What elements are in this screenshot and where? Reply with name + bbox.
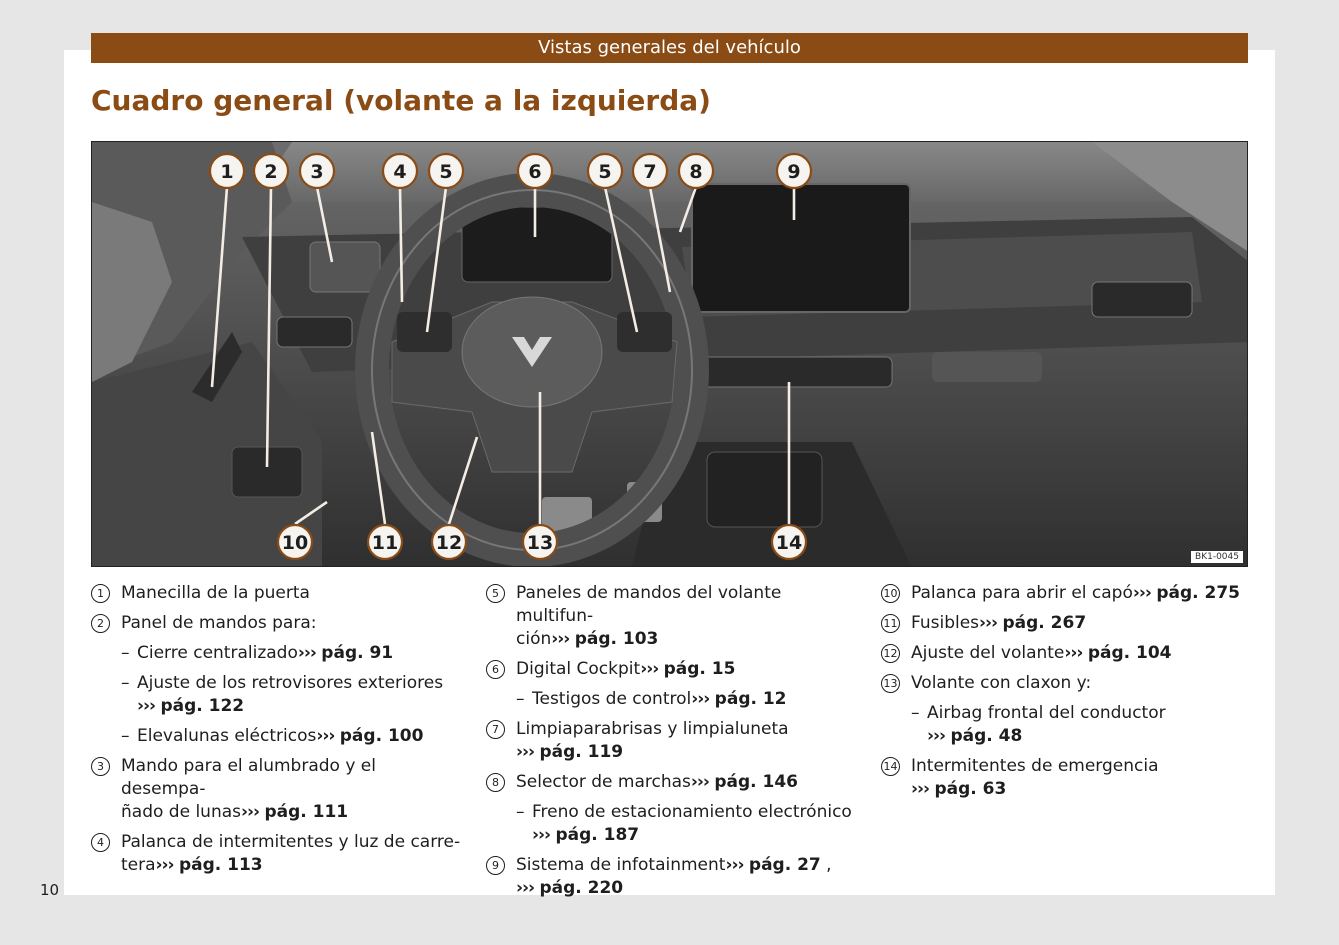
item-number: 13 <box>881 674 900 693</box>
callout-1 <box>210 154 244 188</box>
callout-7 <box>633 154 667 188</box>
page-reference-link[interactable]: pág. 119 <box>539 742 624 762</box>
legend-item-1: 1 Manecilla de la puerta <box>91 582 461 605</box>
page-reference-link[interactable]: pág. 91 <box>321 643 394 663</box>
svg-text:1: 1 <box>220 161 234 183</box>
callout-14 <box>772 525 806 559</box>
page-reference-link[interactable]: pág. 220 <box>539 878 624 898</box>
callout-3 <box>300 154 334 188</box>
legend-subitem: – Testigos de control››› pág. 12 <box>516 689 787 709</box>
legend-item-2: 2 Panel de mandos para: <box>91 612 461 635</box>
item-number: 11 <box>881 614 900 633</box>
legend-item-5: 5 Paneles de mandos del volante multifun- ción››› pág. 103 <box>486 582 861 651</box>
legend-item-9: 9 Sistema de infotainment››› pág. 27 , ››› pág. 220 <box>486 854 861 900</box>
item-number: 3 <box>91 757 110 776</box>
item-number: 14 <box>881 757 900 776</box>
legend-item-7: 7 Limpiaparabrisas y limpialuneta ››› pág. 119 <box>486 718 861 764</box>
svg-text:5: 5 <box>598 161 612 183</box>
page-reference-link[interactable]: pág. 48 <box>950 726 1023 746</box>
legend-item-13: 13 Volante con claxon y: <box>881 672 1241 695</box>
dashboard-illustration <box>92 142 1248 567</box>
legend-subitem: – Freno de estacionamiento electrónico ››› pág. 187 <box>516 802 852 845</box>
page-reference-link[interactable]: pág. 111 <box>264 802 349 822</box>
page-reference-link[interactable]: pág. 267 <box>1002 613 1087 633</box>
legend-subitem: – Cierre centralizado››› pág. 91 <box>121 643 394 663</box>
svg-text:9: 9 <box>787 161 801 183</box>
svg-text:2: 2 <box>264 161 278 183</box>
svg-text:5: 5 <box>439 161 453 183</box>
page-reference-link[interactable]: pág. 187 <box>555 825 640 845</box>
page-reference-link[interactable]: pág. 63 <box>934 779 1007 799</box>
legend-item-14: 14 Intermitentes de emergencia ››› pág. 63 <box>881 755 1241 801</box>
legend-item-3: 3 Mando para el alumbrado y el desempa- ñado de lunas››› pág. 111 <box>91 755 461 824</box>
callout-8 <box>679 154 713 188</box>
svg-text:7: 7 <box>643 161 657 183</box>
item-number: 4 <box>91 833 110 852</box>
legend-item-10: 10 Palanca para abrir el capó››› pág. 275 <box>881 582 1241 605</box>
item-number: 2 <box>91 614 110 633</box>
callout-9 <box>777 154 811 188</box>
item-number: 1 <box>91 584 110 603</box>
page-reference-link[interactable]: pág. 27 <box>748 855 821 875</box>
figure-code: BK1-0045 <box>1191 551 1243 563</box>
svg-text:12: 12 <box>435 532 463 554</box>
legend-item-8: 8 Selector de marchas››› pág. 146 <box>486 771 861 794</box>
svg-text:10: 10 <box>281 532 309 554</box>
callout-4 <box>383 154 417 188</box>
page-number: 10 <box>40 881 60 899</box>
legend-item-12: 12 Ajuste del volante››› pág. 104 <box>881 642 1241 665</box>
page-reference-link[interactable]: pág. 146 <box>714 772 798 792</box>
item-number: 10 <box>881 584 900 603</box>
item-number: 7 <box>486 720 505 739</box>
item-number: 6 <box>486 660 505 679</box>
callout-6 <box>518 154 552 188</box>
legend-subitem: – Ajuste de los retrovisores exteriores ››› pág. 122 <box>121 673 444 716</box>
page-reference-link[interactable]: pág. 104 <box>1087 643 1172 663</box>
item-number: 8 <box>486 773 505 792</box>
legend-subitem: – Airbag frontal del conductor ››› pág. 48 <box>911 703 1166 746</box>
item-number: 9 <box>486 856 505 875</box>
legend-item-4: 4 Palanca de intermitentes y luz de carre- tera››› pág. 113 <box>91 831 461 877</box>
svg-text:13: 13 <box>526 532 554 554</box>
page-reference-link[interactable]: pág. 15 <box>663 659 736 679</box>
callout-5-right <box>588 154 622 188</box>
callout-5-left <box>429 154 463 188</box>
legend-subitem: – Elevalunas eléctricos››› pág. 100 <box>121 726 424 746</box>
page-reference-link[interactable]: pág. 275 <box>1156 583 1240 603</box>
legend-column-1 <box>91 582 461 884</box>
legend-column-3 <box>881 582 1241 808</box>
dashboard-figure <box>91 141 1248 567</box>
page-reference-link[interactable]: pág. 113 <box>178 855 263 875</box>
item-number: 12 <box>881 644 900 663</box>
svg-text:14: 14 <box>775 532 803 554</box>
page-reference-link[interactable]: pág. 103 <box>574 629 659 649</box>
item-number: 5 <box>486 584 505 603</box>
legend-column-2 <box>486 582 861 907</box>
svg-text:3: 3 <box>310 161 324 183</box>
callout-11 <box>368 525 402 559</box>
legend-item-11: 11 Fusibles››› pág. 267 <box>881 612 1241 635</box>
page-reference-link[interactable]: pág. 122 <box>160 696 245 716</box>
legend-item-6: 6 Digital Cockpit››› pág. 15 <box>486 658 861 681</box>
callout-10 <box>278 525 312 559</box>
callout-13 <box>523 525 557 559</box>
svg-text:4: 4 <box>393 161 407 183</box>
callout-12 <box>432 525 466 559</box>
page-reference-link[interactable]: pág. 100 <box>339 726 424 746</box>
svg-text:11: 11 <box>371 532 399 554</box>
page-reference-link[interactable]: pág. 12 <box>714 689 787 709</box>
section-header: Vistas generales del vehículo <box>91 33 1248 63</box>
svg-text:8: 8 <box>689 161 703 183</box>
callout-2 <box>254 154 288 188</box>
svg-text:6: 6 <box>528 161 542 183</box>
page-title: Cuadro general (volante a la izquierda) <box>91 84 711 117</box>
